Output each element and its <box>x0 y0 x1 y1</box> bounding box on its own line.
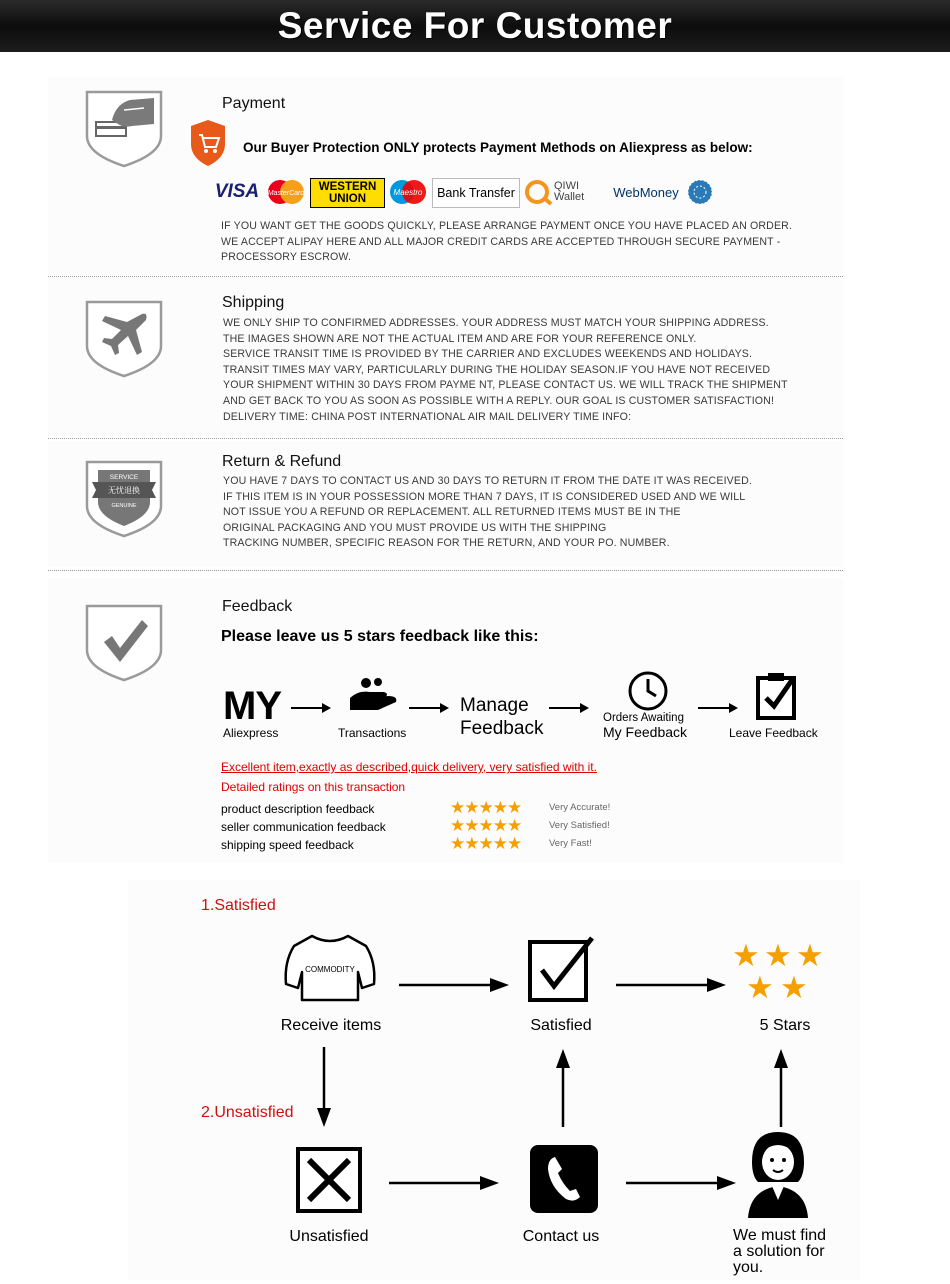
my-aliexpress-label: MY <box>223 684 281 728</box>
western-union-logo: WESTERN UNION <box>310 178 385 208</box>
transactions-hand-icon <box>348 676 400 712</box>
arrow-right-icon <box>615 976 727 994</box>
support-agent-icon <box>746 1130 810 1218</box>
refund-description: YOU HAVE 7 DAYS TO CONTACT US AND 30 DAYS TO RETURN IT FROM THE DATE IT WAS RECEIVED. IF THIS ITEM IS IN YOUR POSSESSION MORE THAN 7 DAYS, IT IS CONSIDERED USED AND WE WILL NOT ISSUE YOU A REFUND OR REPLACEMENT. ALL RETURNED ITEMS MUST BE IN THE ORIGINAL PACKAGING AND YOU MUST PROVIDE US WITH THE SHIPPING TRACKING NUMBER, SPECIFIC REASON FOR THE RETURN, AND YOUR PO. NUMBER. <box>223 475 752 550</box>
arrow-right-icon <box>548 700 590 716</box>
rating-label: seller communication feedback <box>221 820 386 834</box>
webmoney-globe-icon <box>686 178 714 206</box>
contact-us-label[interactable]: Contact us <box>522 1228 600 1245</box>
step-unsatisfied-label: 2.Unsatisfied <box>201 1104 294 1121</box>
rating-note: Very Satisfied! <box>549 820 610 831</box>
bank-transfer-logo: Bank Transfer <box>432 178 520 208</box>
arrow-up-icon <box>771 1048 791 1128</box>
feedback-title: Feedback <box>222 598 293 615</box>
rating-label: product description feedback <box>221 802 375 816</box>
clipboard-check-icon <box>752 670 800 720</box>
five-stars-icon: ★★★★★ <box>450 798 522 817</box>
unsatisfied-label: Unsatisfied <box>289 1228 369 1245</box>
service-guarantee-icon <box>84 460 164 538</box>
feedback-headline: Please leave us 5 stars feedback like this: <box>221 628 539 645</box>
arrow-right-icon <box>290 700 332 716</box>
arrow-down-icon <box>314 1046 334 1128</box>
checkmark-icon <box>84 604 164 682</box>
shipping-title: Shipping <box>222 294 285 311</box>
arrow-up-icon <box>553 1048 573 1128</box>
svg-text:COMMODITY: COMMODITY <box>305 965 355 974</box>
mastercard-logo <box>264 178 308 206</box>
section-divider <box>48 276 843 277</box>
payment-description: IF YOU WANT GET THE GOODS QUICKLY, PLEASE ARRANGE PAYMENT ONCE YOU HAVE PLACED AN ORDER. WE ACCEPT ALIPAY HERE AND ALL MAJOR CREDIT CARDS ARE ACCEPTED THROUGH SECURE PAYMENT - PROCESSORY ESCROW. <box>221 220 793 264</box>
ratings-list <box>221 800 641 854</box>
rating-row <box>221 800 641 818</box>
qiwi-wallet-logo: QIWI Wallet <box>522 178 606 206</box>
example-comment: Excellent item,exactly as described,quick delivery, very satisfied with it. <box>221 760 597 774</box>
phone-icon[interactable] <box>528 1143 600 1215</box>
svg-text:SERVICE: SERVICE <box>109 474 139 481</box>
payment-title: Payment <box>222 95 286 112</box>
payment-card-icon <box>84 90 164 168</box>
svg-text:MasterCard: MasterCard <box>267 190 305 197</box>
receive-items-label: Receive items <box>280 1017 382 1034</box>
detailed-ratings-title: Detailed ratings on this transaction <box>221 780 406 794</box>
aliexpress-label: Aliexpress <box>223 726 279 740</box>
rating-row <box>221 836 641 854</box>
svg-text:GENUINE: GENUINE <box>111 503 137 509</box>
five-stars-icon: ★★★★★ <box>450 816 522 835</box>
arrow-right-icon <box>408 700 450 716</box>
leave-feedback-label: Leave Feedback <box>729 726 818 740</box>
arrow-right-icon <box>398 976 510 994</box>
five-stars-icon: ★★★★★ <box>450 834 522 853</box>
arrow-right-icon <box>625 1174 737 1192</box>
step-satisfied-label: 1.Satisfied <box>201 897 276 914</box>
satisfied-label: Satisfied <box>530 1017 592 1034</box>
transactions-label: Transactions <box>338 726 407 740</box>
unsatisfied-x-icon <box>295 1146 363 1214</box>
rating-label: shipping speed feedback <box>221 838 354 852</box>
airplane-icon <box>84 300 164 378</box>
clock-icon <box>627 670 669 712</box>
five-stars-label: 5 Stars <box>759 1017 811 1034</box>
page-banner <box>0 0 950 52</box>
arrow-right-icon <box>388 1174 500 1192</box>
page-title: Service For Customer <box>277 5 673 46</box>
rating-note: Very Accurate! <box>549 802 611 813</box>
svg-text:Maestro: Maestro <box>393 188 423 197</box>
manage-feedback-label: Manage Feedback <box>460 695 544 739</box>
webmoney-logo: WebMoney <box>613 184 679 200</box>
shipping-description: WE ONLY SHIP TO CONFIRMED ADDRESSES. YOUR ADDRESS MUST MATCH YOUR SHIPPING ADDRESS. THE IMAGES SHOWN ARE NOT THE ACTUAL ITEM AND ARE FOR YOUR REFERENCE ONLY. SERVICE TRANSIT TIME IS PROVIDED BY THE CARRIER AND EXCLUDES WEEKENDS AND HOLIDAYS. TRANSIT TIMES MAY VARY, PARTICULARLY DURING THE HOLIDAY SEASON.IF YOU HAVE NOT RECEIVED YOUR SHIPMENT WITHIN 30 DAYS FROM PAYME NT, PLEASE CONTACT US. WE WILL TRACK THE SHIPMENT AND GET BACK TO YOU AS SOON AS POSSIBLE WITH A REPLY. OUR GOAL IS CUSTOMER SATISFACTION! DELIVERY TIME: CHINA POST INTERNATIONAL AIR MAIL DELIVERY TIME INFO: <box>223 317 788 423</box>
buyer-protection-text: Our Buyer Protection ONLY protects Payment Methods on Aliexpress as below: <box>243 140 753 155</box>
svg-text:无忧退换: 无忧退换 <box>108 486 140 495</box>
commodity-sweater-icon <box>282 932 378 1004</box>
satisfied-checkbox-icon <box>526 936 596 1004</box>
rating-note: Very Fast! <box>549 838 592 849</box>
solution-label: We must find a solution for you. <box>733 1227 827 1276</box>
five-stars-icon: ★ ★ ★ ★ ★ <box>732 938 824 1005</box>
rating-row <box>221 818 641 836</box>
maestro-logo <box>387 178 429 206</box>
shield-cart-icon <box>188 118 228 168</box>
section-divider <box>48 438 843 439</box>
visa-logo: VISA <box>214 181 260 202</box>
refund-title: Return & Refund <box>222 453 342 470</box>
arrow-right-icon <box>697 700 739 716</box>
orders-awaiting-label: Orders Awaiting My Feedback <box>603 712 688 740</box>
section-divider <box>48 570 843 571</box>
